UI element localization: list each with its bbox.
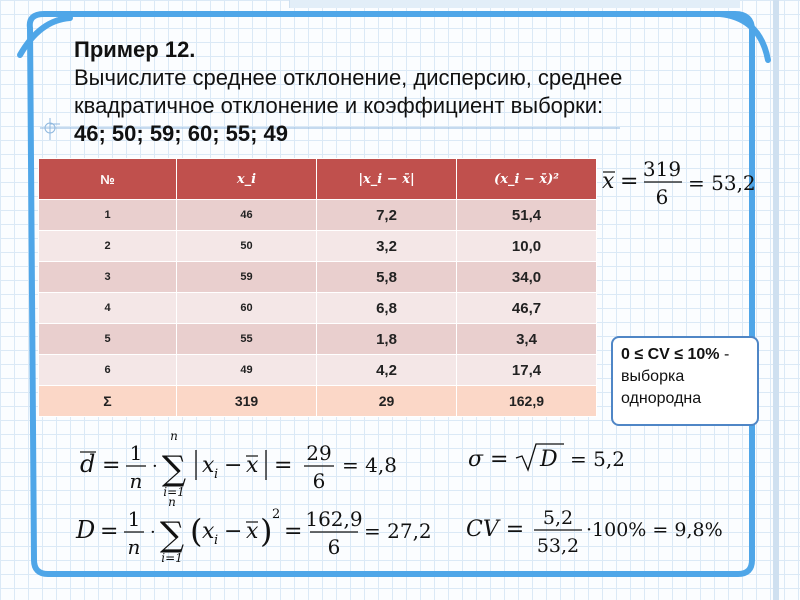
mean-numerator: 319 [642,157,682,181]
svg-text:D: D [76,516,96,544]
svg-text:i: i [214,467,219,482]
std-deviation-formula [468,438,648,478]
svg-text:∑: ∑ [161,449,187,489]
problem-statement [74,36,764,148]
svg-text:i: i [214,533,219,548]
svg-text:1: 1 [127,507,141,531]
svg-text:·: · [150,522,156,543]
cell-sq: 17,4 [457,355,597,386]
svg-text:): ) [260,512,273,550]
cell-abs: 7,2 [317,200,457,231]
cell-number: 3 [39,262,177,293]
svg-text:(: ( [190,512,203,550]
svg-text:=: = [274,453,293,478]
cv-formula [466,500,766,564]
cell-sq: 3,4 [457,324,597,355]
header-xi: x_i [177,159,317,200]
svg-text:x: x [202,519,215,544]
mean-formula [600,152,775,208]
total-abs: 29 [317,386,457,417]
svg-text:=: = [100,519,119,544]
table-header-row [39,159,597,200]
svg-text:=: = [102,453,121,478]
svg-text:=: = [620,169,639,194]
cv-denominator: 53,2 [536,535,580,557]
cv-lhs: CV = [466,517,525,542]
header-squared-deviation: (x_i − x̄)² [457,159,597,200]
cell-number: 1 [39,200,177,231]
cell-number: 2 [39,231,177,262]
mean-deviation-formula [66,428,436,498]
table-row [39,200,597,231]
cell-number: 5 [39,324,177,355]
svg-text:x: x [246,519,259,544]
cv-condition: 0 ≤ CV ≤ 10% [621,346,720,363]
mean-result: = 53,2 [688,171,756,195]
svg-text:−: − [224,519,243,544]
cell-abs: 6,8 [317,293,457,324]
calculation-table [38,158,597,417]
cell-x: 55 [177,324,317,355]
cell-x: 60 [177,293,317,324]
svg-text:n: n [168,496,176,509]
mean-deviation-numerator: 29 [306,441,332,465]
svg-text:i=1: i=1 [163,485,185,498]
cell-sq: 10,0 [457,231,597,262]
svg-text:n: n [170,429,178,443]
cell-x: 59 [177,262,317,293]
svg-text:·: · [152,456,158,477]
cell-abs: 1,8 [317,324,457,355]
sigma-radicand: D [540,447,558,472]
mean-deviation-result: = 4,8 [342,453,397,477]
sigma-lhs: σ = [468,447,509,472]
svg-text:n: n [129,469,143,493]
cell-abs: 3,2 [317,231,457,262]
svg-text:x: x [246,453,259,478]
cell-number: 4 [39,293,177,324]
cell-sq: 46,7 [457,293,597,324]
cv-numerator: 5,2 [542,507,574,529]
cell-abs: 5,8 [317,262,457,293]
total-label: Σ [39,386,177,417]
variance-denominator: 6 [327,535,341,559]
example-title: Пример 12. [74,37,196,62]
svg-text:d: d [80,450,96,478]
total-sq: 162,9 [457,386,597,417]
cv-result: ·100% = 9,8% [586,519,723,541]
cell-number: 6 [39,355,177,386]
cell-sq: 51,4 [457,200,597,231]
variance-result: = 27,2 [364,519,432,543]
cell-sq: 34,0 [457,262,597,293]
svg-text:−: − [224,453,243,478]
cell-x: 50 [177,231,317,262]
problem-text: Вычислите среднее отклонение, дисперсию, среднее квадратичное отклонение и коэффициент выборки: [74,65,623,118]
cell-x: 46 [177,200,317,231]
svg-text:n: n [127,535,141,559]
table-row [39,293,597,324]
sigma-result: = 5,2 [570,447,625,471]
variance-numerator: 162,9 [305,507,363,531]
mean-deviation-denominator: 6 [312,469,326,493]
mean-denominator: 6 [655,185,669,208]
header-abs-deviation: |x_i − x̄| [317,159,457,200]
header-number: № [39,159,177,200]
variance-formula [66,496,466,568]
svg-text:x: x [202,453,215,478]
sample-values: 46; 50; 59; 60; 55; 49 [74,121,289,146]
homogeneity-note [611,336,759,426]
table-row [39,231,597,262]
cell-abs: 4,2 [317,355,457,386]
table-row [39,262,597,293]
svg-text:=: = [284,519,303,544]
cell-x: 49 [177,355,317,386]
table-row [39,324,597,355]
svg-text:1: 1 [129,441,143,465]
svg-text:i=1: i=1 [161,551,183,565]
table-total-row [39,386,597,417]
svg-text:∑: ∑ [159,515,185,555]
note-text: - выборка однородна [621,346,730,407]
svg-text:x: x [602,169,615,194]
svg-text:2: 2 [272,507,281,522]
total-x: 319 [177,386,317,417]
table-row [39,355,597,386]
